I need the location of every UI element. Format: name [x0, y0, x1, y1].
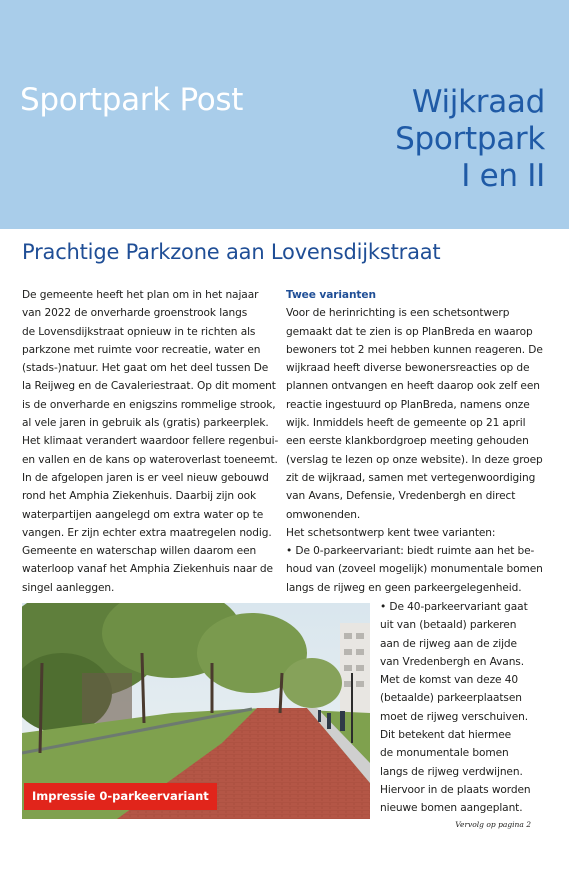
text-line: Hiervoor in de plaats worden: [380, 783, 531, 796]
text-line: (betaalde) parkeerplaatsen: [380, 692, 522, 705]
organization-line: Wijkraad: [411, 84, 545, 120]
organization-name: [395, 84, 545, 195]
text-line: langs de rijweg en geen parkeergelegenheid.: [286, 581, 522, 594]
text-line: van Avans, Defensie, Vredenbergh en direct: [286, 490, 516, 503]
text-line: gemaakt dat te zien is op PlanBreda en waarop: [286, 325, 533, 338]
text-line: • De 0-parkeervariant: biedt ruimte aan het be-: [286, 545, 535, 558]
text-line: Dit betekent dat hiermee: [380, 729, 512, 742]
right-column-body: [286, 304, 543, 597]
text-line: nieuwe bomen aangeplant.: [380, 802, 523, 815]
text-line: de monumentale bomen: [380, 747, 509, 760]
text-line: la Reijweg en de Cavaleriestraat. Op dit moment: [22, 380, 276, 393]
text-line: reactie ingestuurd op PlanBreda, namens onze: [286, 398, 530, 411]
continuation-note: Vervolg op pagina 2: [455, 820, 531, 829]
text-line: wijk. Inmiddels heeft de gemeente op 21 april: [286, 417, 526, 430]
text-line: Gemeente en waterschap willen daarom een: [22, 545, 257, 558]
section-subheading: Twee varianten: [286, 289, 376, 301]
header-banner: [0, 0, 569, 229]
text-line: wijkraad heeft diverse bewonersreacties op de: [286, 362, 530, 375]
text-line: waterpartijen aangelegd om extra water op te: [22, 508, 264, 521]
text-line: In de afgelopen jaren is er veel nieuw gebouwd: [22, 471, 269, 484]
article-title: Prachtige Parkzone aan Lovensdijkstraat: [22, 240, 441, 264]
text-line: plannen ontvangen en heeft daarop ook zelf een: [286, 380, 540, 393]
text-line: De gemeente heeft het plan om in het najaar: [22, 289, 259, 301]
text-line: een eerste klankbordgroep meeting gehouden: [286, 435, 529, 448]
text-line: de Lovensdijkstraat opnieuw in te richten als: [22, 325, 256, 338]
text-line: uit van (betaald) parkeren: [380, 619, 517, 632]
text-line: omwonenden.: [286, 508, 361, 521]
text-line: (verslag te lezen op onze website). In deze groep: [286, 453, 543, 466]
text-line: en vallen en de kans op wateroverlast toeneemt.: [22, 453, 278, 466]
text-line: singel aanleggen.: [22, 581, 115, 594]
right-column: [286, 286, 543, 597]
text-line: waterloop vanaf het Amphia Ziekenhuis naar de: [22, 563, 273, 576]
text-line: rond het Amphia Ziekenhuis. Daarbij zijn ook: [22, 490, 257, 503]
text-line: houd van (zoveel mogelijk) monumentale bomen: [286, 563, 543, 576]
image-caption: Impressie 0-parkeervariant: [24, 783, 217, 810]
organization-line: I en II: [461, 158, 545, 194]
text-line: bewoners tot 2 mei hebben kunnen reageren. De: [286, 343, 543, 356]
text-line: van Vredenbergh en Avans.: [380, 655, 524, 668]
text-line: vangen. Er zijn echter extra maatregelen nodig.: [22, 526, 272, 539]
text-line: is de onverharde en enigszins rommelige strook,: [22, 398, 276, 411]
text-line: Het schetsontwerp kent twee varianten:: [286, 526, 496, 539]
organization-line: Sportpark: [395, 121, 545, 157]
left-column: [22, 286, 278, 597]
text-line: parkzone met ruimte voor recreatie, water en: [22, 343, 261, 356]
text-line: zit de wijkraad, samen met vertegenwoordiging: [286, 471, 536, 484]
text-line: aan de rijweg aan de zijde: [380, 637, 517, 650]
text-line: (stads-)natuur. Het gaat om het deel tussen De: [22, 362, 269, 375]
bottom-right-column: [380, 598, 531, 818]
text-line: Voor de herinrichting is een schetsontwerp: [286, 307, 510, 320]
text-line: langs de rijweg verdwijnen.: [380, 765, 523, 778]
text-line: Het klimaat verandert waardoor fellere regenbui-: [22, 435, 279, 448]
text-line: van 2022 de onverharde groenstrook langs: [22, 307, 248, 320]
publication-title: Sportpark Post: [20, 82, 244, 118]
text-line: • De 40-parkeervariant gaat: [380, 601, 528, 613]
text-line: moet de rijweg verschuiven.: [380, 710, 528, 723]
text-line: Met de komst van deze 40: [380, 674, 518, 687]
text-line: al vele jaren in gebruik als (gratis) parkeerplek.: [22, 417, 269, 430]
